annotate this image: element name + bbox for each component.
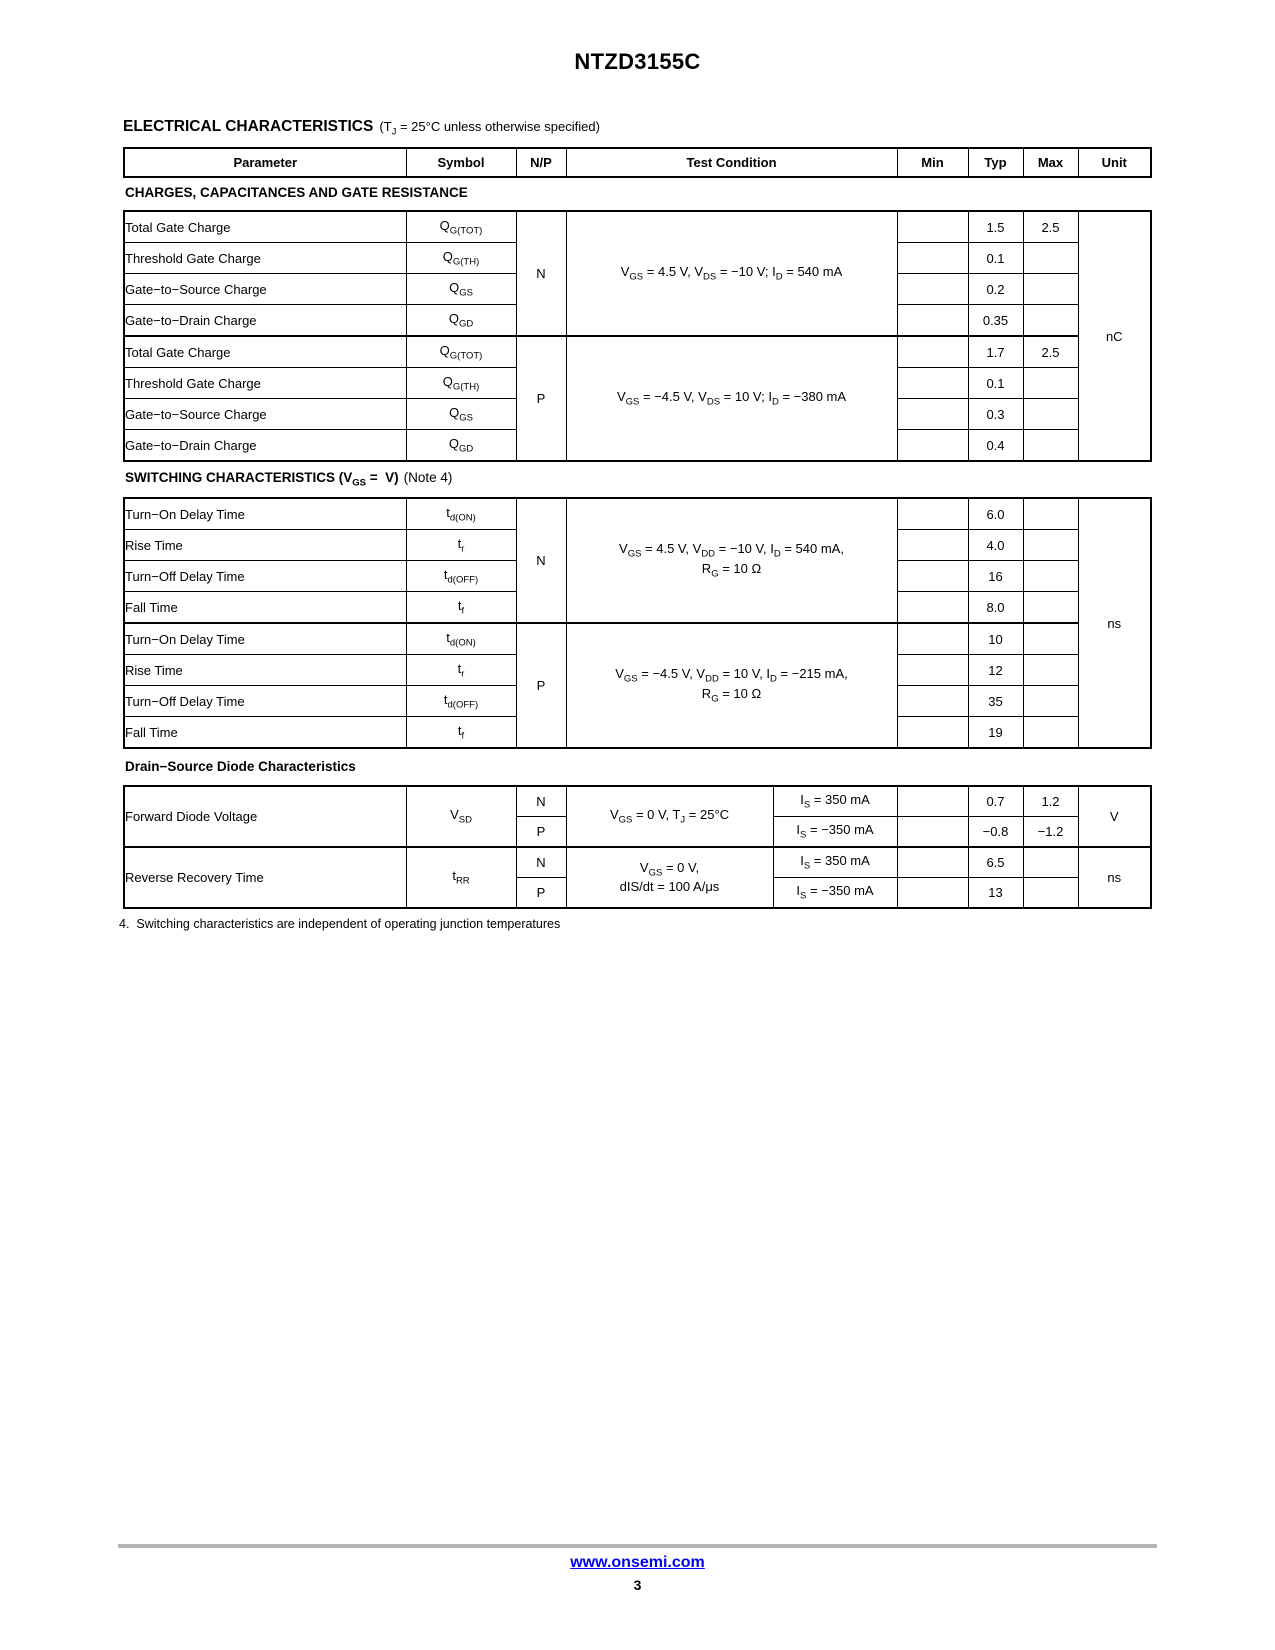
symbol-cell: $Q_{G(TH)}$: [406, 243, 516, 274]
parameter-cell: Forward Diode Voltage: [124, 786, 406, 847]
parameter-cell: Turn−On Delay Time: [124, 623, 406, 655]
parameter-cell: Threshold Gate Charge: [124, 368, 406, 399]
typ-cell: 0.3: [968, 399, 1023, 430]
min-cell: [897, 274, 968, 305]
condition-cell: [566, 498, 897, 623]
symbol-cell: $V_{SD}$: [406, 786, 516, 847]
symbol-cell: $Q_{GS}$: [406, 399, 516, 430]
np-cell: P: [516, 817, 566, 848]
symbol-cell: $Q_{G(TH)}$: [406, 368, 516, 399]
table-row: [124, 211, 1151, 243]
min-cell: [897, 786, 968, 817]
typ-cell: 13: [968, 878, 1023, 909]
spec-header-table: [123, 147, 1152, 178]
parameter-cell: Gate−to−Drain Charge: [124, 305, 406, 337]
np-cell: P: [516, 336, 566, 461]
max-cell: [1023, 686, 1078, 717]
min-cell: [897, 368, 968, 399]
page-title: NTZD3155C: [574, 49, 701, 74]
symbol-cell: $t_{d(OFF)}$: [406, 686, 516, 717]
typ-cell: 19: [968, 717, 1023, 749]
min-cell: [897, 817, 968, 848]
symbol-cell: $t_r$: [406, 530, 516, 561]
typ-cell: 35: [968, 686, 1023, 717]
footnote-4: 4. Switching characteristics are independent of operating junction temperatures: [119, 917, 561, 931]
section-heading-note: ($T_J = 25^\circ C$ unless otherwise specified): [379, 119, 600, 138]
header-row: [124, 148, 1151, 177]
np-cell: N: [516, 211, 566, 336]
symbol-cell: $t_r$: [406, 655, 516, 686]
max-cell: [1023, 498, 1078, 530]
parameter-cell: Turn−On Delay Time: [124, 498, 406, 530]
condition-cell: $V_{GS} = -4.5$ V, $V_{DS} = 10$ V; $I_D = -380$ mA: [566, 336, 897, 461]
condition-cell: [566, 623, 897, 748]
typ-cell: 0.7: [968, 786, 1023, 817]
symbol-cell: $Q_{GD}$: [406, 305, 516, 337]
condition-line: $R_G = 10$ Ω: [701, 560, 762, 580]
max-cell: [1023, 561, 1078, 592]
min-cell: [897, 243, 968, 274]
symbol-cell: $Q_{GD}$: [406, 430, 516, 462]
onsemi-link[interactable]: www.onsemi.com: [570, 1554, 705, 1571]
condition-line: $V_{GS} = 4.5$ V, $V_{DD} = -10$ V, $I_D = 540$ mA,: [619, 541, 844, 560]
max-cell: [1023, 305, 1078, 337]
min-cell: [897, 878, 968, 909]
header-min: Min: [897, 148, 968, 177]
typ-cell: 16: [968, 561, 1023, 592]
max-cell: −1.2: [1023, 817, 1078, 848]
parameter-cell: Turn−Off Delay Time: [124, 686, 406, 717]
typ-cell: 1.7: [968, 336, 1023, 368]
typ-cell: 4.0: [968, 530, 1023, 561]
table-row: [124, 847, 1151, 878]
page-number: 3: [633, 1577, 642, 1593]
min-cell: [897, 847, 968, 878]
max-cell: [1023, 847, 1078, 878]
unit-cell: ns: [1078, 498, 1151, 748]
symbol-cell: $t_f$: [406, 717, 516, 749]
max-cell: [1023, 878, 1078, 909]
parameter-cell: Reverse Recovery Time: [124, 847, 406, 908]
max-cell: [1023, 430, 1078, 462]
sub-condition-cell: $I_S = -350$ mA: [773, 878, 897, 909]
typ-cell: 6.0: [968, 498, 1023, 530]
typ-cell: 12: [968, 655, 1023, 686]
header-test-condition: Test Condition: [566, 148, 897, 177]
max-cell: [1023, 274, 1078, 305]
parameter-cell: Fall Time: [124, 717, 406, 749]
min-cell: [897, 717, 968, 749]
np-cell: N: [516, 786, 566, 817]
condition-line: $V_{GS} = -4.5$ V, $V_{DD} = 10$ V, $I_D = -215$ mA,: [615, 666, 848, 685]
np-cell: N: [516, 498, 566, 623]
max-cell: [1023, 368, 1078, 399]
sub-condition-cell: $I_S = 350$ mA: [773, 786, 897, 817]
header-max: Max: [1023, 148, 1078, 177]
parameter-cell: Fall Time: [124, 592, 406, 624]
typ-cell: 10: [968, 623, 1023, 655]
condition-line: $R_G = 10$ Ω: [701, 685, 762, 705]
condition-cell: $V_{GS} = 4.5$ V, $V_{DS} = -10$ V; $I_D = 540$ mA: [566, 211, 897, 336]
switching-section-label-text: SWITCHING CHARACTERISTICS $(V_{GS} = V)$: [125, 470, 399, 489]
min-cell: [897, 336, 968, 368]
header-unit: Unit: [1078, 148, 1151, 177]
parameter-cell: Threshold Gate Charge: [124, 243, 406, 274]
parameter-cell: Turn−Off Delay Time: [124, 561, 406, 592]
condition-line: $V_{GS} = 0$ V, $T_J = 25^\circ C$: [609, 806, 730, 826]
diode-section-label: Drain−Source Diode Characteristics: [125, 759, 356, 774]
min-cell: [897, 655, 968, 686]
max-cell: [1023, 592, 1078, 624]
parameter-cell: Rise Time: [124, 530, 406, 561]
max-cell: 2.5: [1023, 336, 1078, 368]
min-cell: [897, 305, 968, 337]
table-row: [124, 786, 1151, 817]
max-cell: 2.5: [1023, 211, 1078, 243]
diode-table: [123, 785, 1152, 909]
parameter-cell: Rise Time: [124, 655, 406, 686]
unit-cell: nC: [1078, 211, 1151, 461]
min-cell: [897, 530, 968, 561]
max-cell: [1023, 399, 1078, 430]
symbol-cell: $t_{d(OFF)}$: [406, 561, 516, 592]
max-cell: [1023, 655, 1078, 686]
switching-section-label: [125, 470, 452, 489]
max-cell: 1.2: [1023, 786, 1078, 817]
np-cell: N: [516, 847, 566, 878]
condition-line: dIS/dt = 100 A/μs: [619, 879, 720, 895]
unit-cell: ns: [1078, 847, 1151, 908]
symbol-cell: $Q_{G(TOT)}$: [406, 211, 516, 243]
min-cell: [897, 211, 968, 243]
condition-cell: [566, 786, 773, 847]
typ-cell: 0.35: [968, 305, 1023, 337]
min-cell: [897, 498, 968, 530]
table-row: [124, 336, 1151, 368]
symbol-cell: $Q_{G(TOT)}$: [406, 336, 516, 368]
header-symbol: Symbol: [406, 148, 516, 177]
sub-condition-cell: $I_S = -350$ mA: [773, 817, 897, 848]
min-cell: [897, 399, 968, 430]
typ-cell: 0.1: [968, 243, 1023, 274]
typ-cell: 8.0: [968, 592, 1023, 624]
charges-table: [123, 210, 1152, 462]
typ-cell: 0.4: [968, 430, 1023, 462]
min-cell: [897, 561, 968, 592]
min-cell: [897, 592, 968, 624]
max-cell: [1023, 243, 1078, 274]
unit-cell: V: [1078, 786, 1151, 847]
condition-cell: [566, 847, 773, 908]
typ-cell: 1.5: [968, 211, 1023, 243]
max-cell: [1023, 623, 1078, 655]
symbol-cell: $t_f$: [406, 592, 516, 624]
switching-table: [123, 497, 1152, 749]
header-np: N/P: [516, 148, 566, 177]
switching-section-label-note: (Note 4): [403, 470, 453, 485]
np-cell: P: [516, 878, 566, 909]
np-cell: P: [516, 623, 566, 748]
symbol-cell: $t_{RR}$: [406, 847, 516, 908]
parameter-cell: Total Gate Charge: [124, 336, 406, 368]
symbol-cell: $Q_{GS}$: [406, 274, 516, 305]
symbol-cell: $t_{d(ON)}$: [406, 498, 516, 530]
table-row: [124, 623, 1151, 655]
condition-line: $V_{GS} = 0$ V,: [639, 859, 700, 879]
section-heading: [123, 118, 600, 138]
parameter-cell: Gate−to−Source Charge: [124, 399, 406, 430]
typ-cell: 6.5: [968, 847, 1023, 878]
header-parameter: Parameter: [124, 148, 406, 177]
typ-cell: −0.8: [968, 817, 1023, 848]
symbol-cell: $t_{d(ON)}$: [406, 623, 516, 655]
min-cell: [897, 686, 968, 717]
typ-cell: 0.2: [968, 274, 1023, 305]
charges-section-label: CHARGES, CAPACITANCES AND GATE RESISTANCE: [125, 185, 468, 200]
section-heading-title: ELECTRICAL CHARACTERISTICS: [123, 118, 374, 135]
min-cell: [897, 430, 968, 462]
max-cell: [1023, 530, 1078, 561]
header-typ: Typ: [968, 148, 1023, 177]
min-cell: [897, 623, 968, 655]
parameter-cell: Gate−to−Drain Charge: [124, 430, 406, 462]
typ-cell: 0.1: [968, 368, 1023, 399]
footer-rule: [118, 1544, 1157, 1548]
max-cell: [1023, 717, 1078, 749]
parameter-cell: Total Gate Charge: [124, 211, 406, 243]
parameter-cell: Gate−to−Source Charge: [124, 274, 406, 305]
table-row: [124, 498, 1151, 530]
sub-condition-cell: $I_S = 350$ mA: [773, 847, 897, 878]
